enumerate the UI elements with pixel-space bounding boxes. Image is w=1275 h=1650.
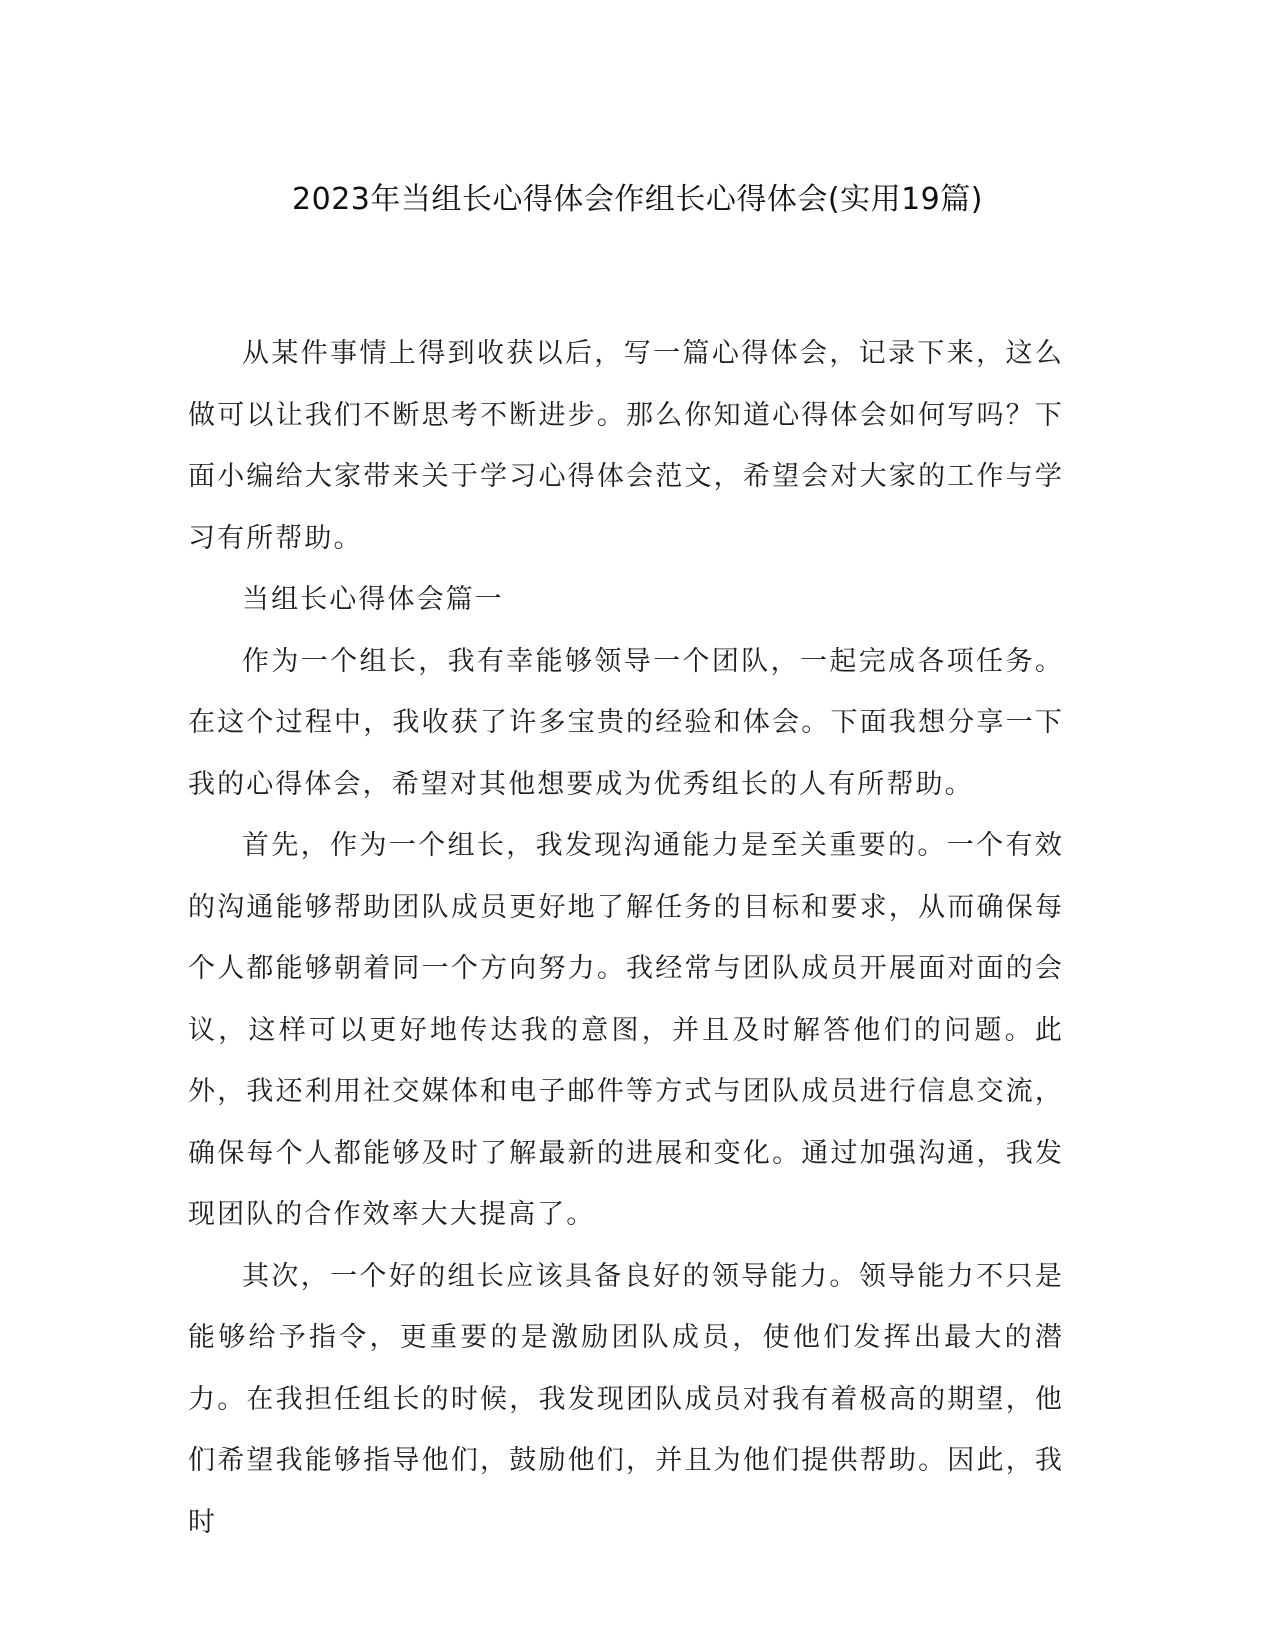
- section-heading: 当组长心得体会篇一: [242, 584, 504, 615]
- document-body: [188, 323, 1064, 1553]
- body-paragraph-3: 其次，一个好的组长应该具备良好的领导能力。领导能力不只是能够给予指令，更重要的是激励团队成员，使他们发挥出最大的潜力。在我担任组长的时候，我发现团队成员对我有着极高的期望，他们希望我能够指导他们，鼓励他们，并且为他们提供帮助。因此，我时: [188, 1260, 1064, 1538]
- intro-paragraph: 从某件事情上得到收获以后，写一篇心得体会，记录下来，这么做可以让我们不断思考不断进步。那么你知道心得体会如何写吗？下面小编给大家带来关于学习心得体会范文，希望会对大家的工作与学习有所帮助。: [188, 338, 1064, 554]
- body-paragraph-1: 作为一个组长，我有幸能够领导一个团队，一起完成各项任务。在这个过程中，我收获了许多宝贵的经验和体会。下面我想分享一下我的心得体会，希望对其他想要成为优秀组长的人有所帮助。: [188, 645, 1064, 800]
- document-title: 2023年当组长心得体会作组长心得体会(实用19篇): [292, 182, 983, 217]
- body-paragraph-2: 首先，作为一个组长，我发现沟通能力是至关重要的。一个有效的沟通能够帮助团队成员更好地了解任务的目标和要求，从而确保每个人都能够朝着同一个方向努力。我经常与团队成员开展面对面的会议，这样可以更好地传达我的意图，并且及时解答他们的问题。此外，我还利用社交媒体和电子邮件等方式与团队成员进行信息交流，确保每个人都能够及时了解最新的进展和变化。通过加强沟通，我发现团队的合作效率大大提高了。: [188, 830, 1064, 1230]
